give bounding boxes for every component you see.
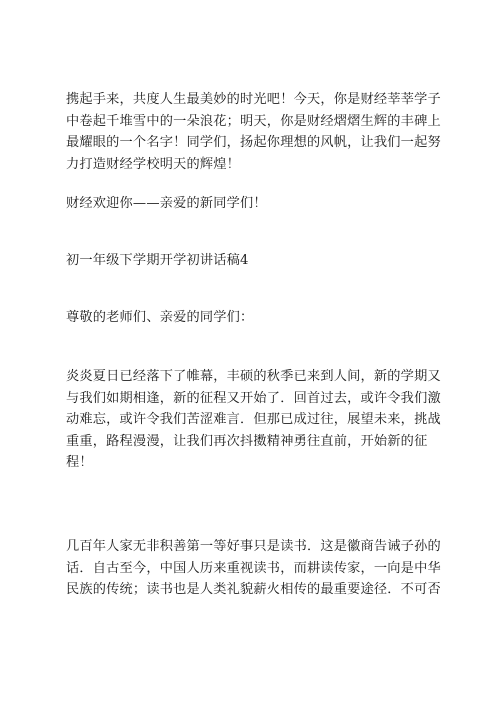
- paragraph-reading: [66, 536, 450, 601]
- paragraph-closing-appeal: [66, 89, 450, 175]
- text-line: 与我们如期相逢，新的征程又开始了．回首过去，或许令我们激: [66, 390, 441, 406]
- section-heading: [66, 250, 450, 272]
- text-line: 动难忘，或许令我们苦涩难言．但那已成过往，展望未来，挑战: [66, 412, 441, 427]
- text-line: 尊敬的老师们、亲爱的同学们：: [66, 310, 254, 325]
- text-line: 程！: [66, 455, 93, 470]
- text-line: 携起手来，共度人生最美妙的时光吧！今天，你是财经莘莘学子: [66, 92, 441, 107]
- paragraph-opening: [66, 366, 450, 474]
- text-line: 力打造财经学校明天的辉煌！: [66, 156, 241, 172]
- text-line: 重重，路程漫漫，让我们再次抖擞精神勇往直前，开始新的征: [66, 433, 428, 449]
- paragraph-salutation: [66, 307, 450, 329]
- text-line: 中卷起千堆雪中的一朵浪花；明天，你是财经熠熠生辉的丰碑上: [66, 113, 441, 129]
- text-line: 话．自古至今，中国人历来重视读书，而耕读传家，一向是中华: [66, 560, 441, 576]
- text-line: 炎炎夏日已经落下了帷幕，丰硕的秋季已来到人间，新的学期又: [66, 369, 441, 384]
- paragraph-welcome: [66, 193, 450, 215]
- heading-line: 初一年级下学期开学初讲话稿4: [66, 253, 249, 268]
- text-line: 最耀眼的一个名字！同学们，扬起你理想的风帆，让我们一起努: [66, 135, 441, 150]
- text-line: 民族的传统；读书也是人类礼貌薪火相传的最重要途径．不可否: [66, 582, 441, 597]
- text-line: 财经欢迎你——亲爱的新同学们！: [66, 196, 267, 211]
- text-line: 几百年人家无非积善第一等好事只是读书．这是徽商告诫子孙的: [66, 539, 441, 554]
